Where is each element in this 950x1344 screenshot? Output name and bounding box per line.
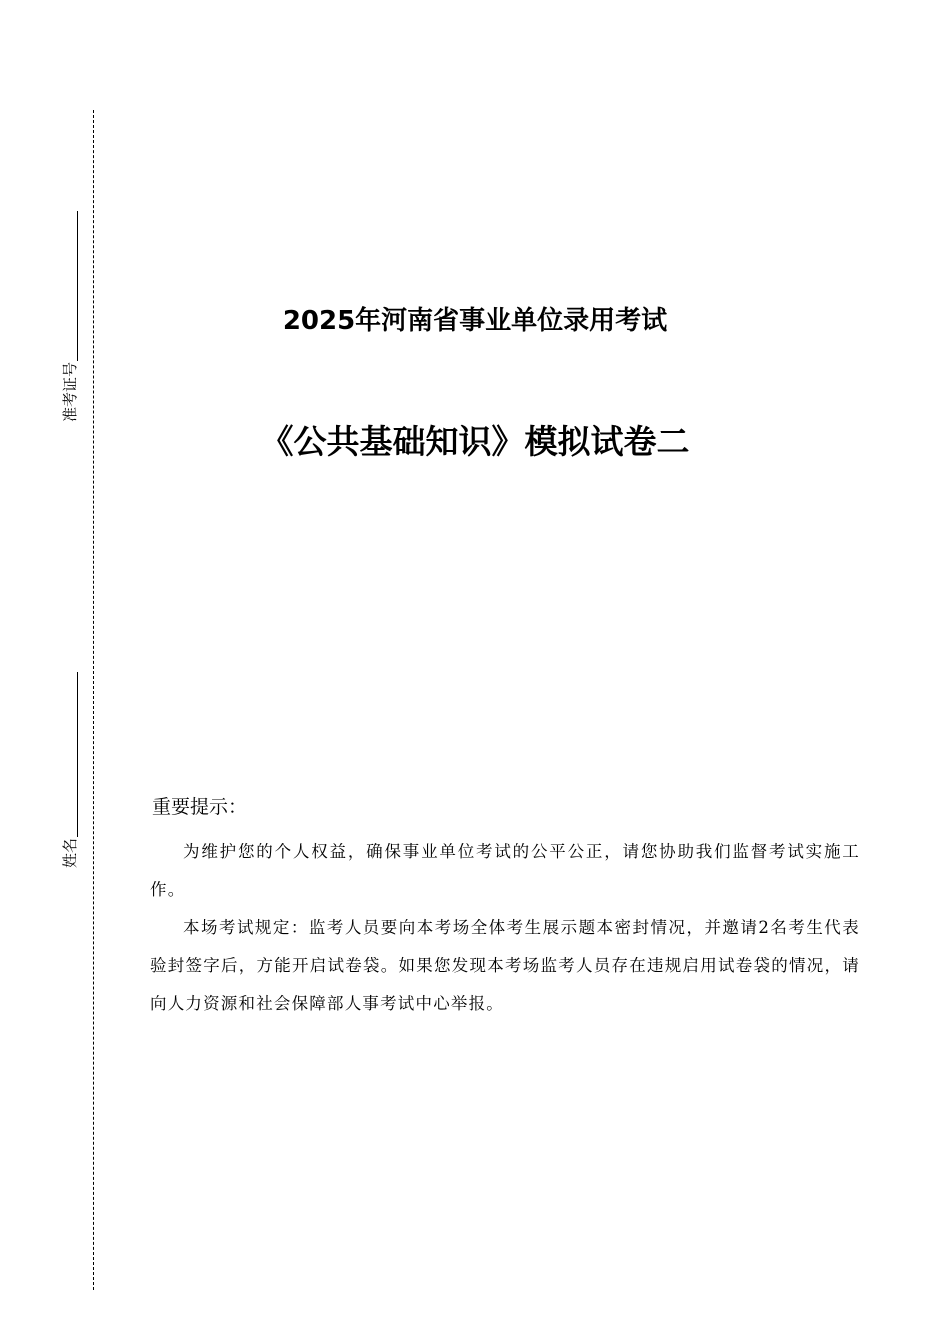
exam-number-blank[interactable] [63, 211, 78, 361]
paper-title: 《公共基础知识》模拟试卷二 [260, 422, 690, 461]
name-blank[interactable] [63, 672, 78, 837]
name-field [62, 672, 78, 868]
binding-dashed-line [93, 110, 94, 1290]
notice-paragraph: 为维护您的个人权益，确保事业单位考试的公平公正，请您协助我们监督考试实施工作。 [150, 842, 860, 899]
important-notice [150, 792, 860, 1023]
notice-heading: 重要提示： [152, 796, 248, 818]
exam-number-label: 准考证号 [61, 361, 79, 422]
notice-paragraph: 本场考试规定：监考人员要向本考场全体考生展示题本密封情况，并邀请2名考生代表验封签字后，方能开启试卷袋。如果您发现本考场监考人员存在违规启用试卷袋的情况，请向人力资源和社会保障部人事考试中心举报。 [150, 918, 860, 1013]
name-label: 姓名 [61, 837, 79, 868]
exam-title: 2025年河南省事业单位录用考试 [282, 306, 668, 336]
